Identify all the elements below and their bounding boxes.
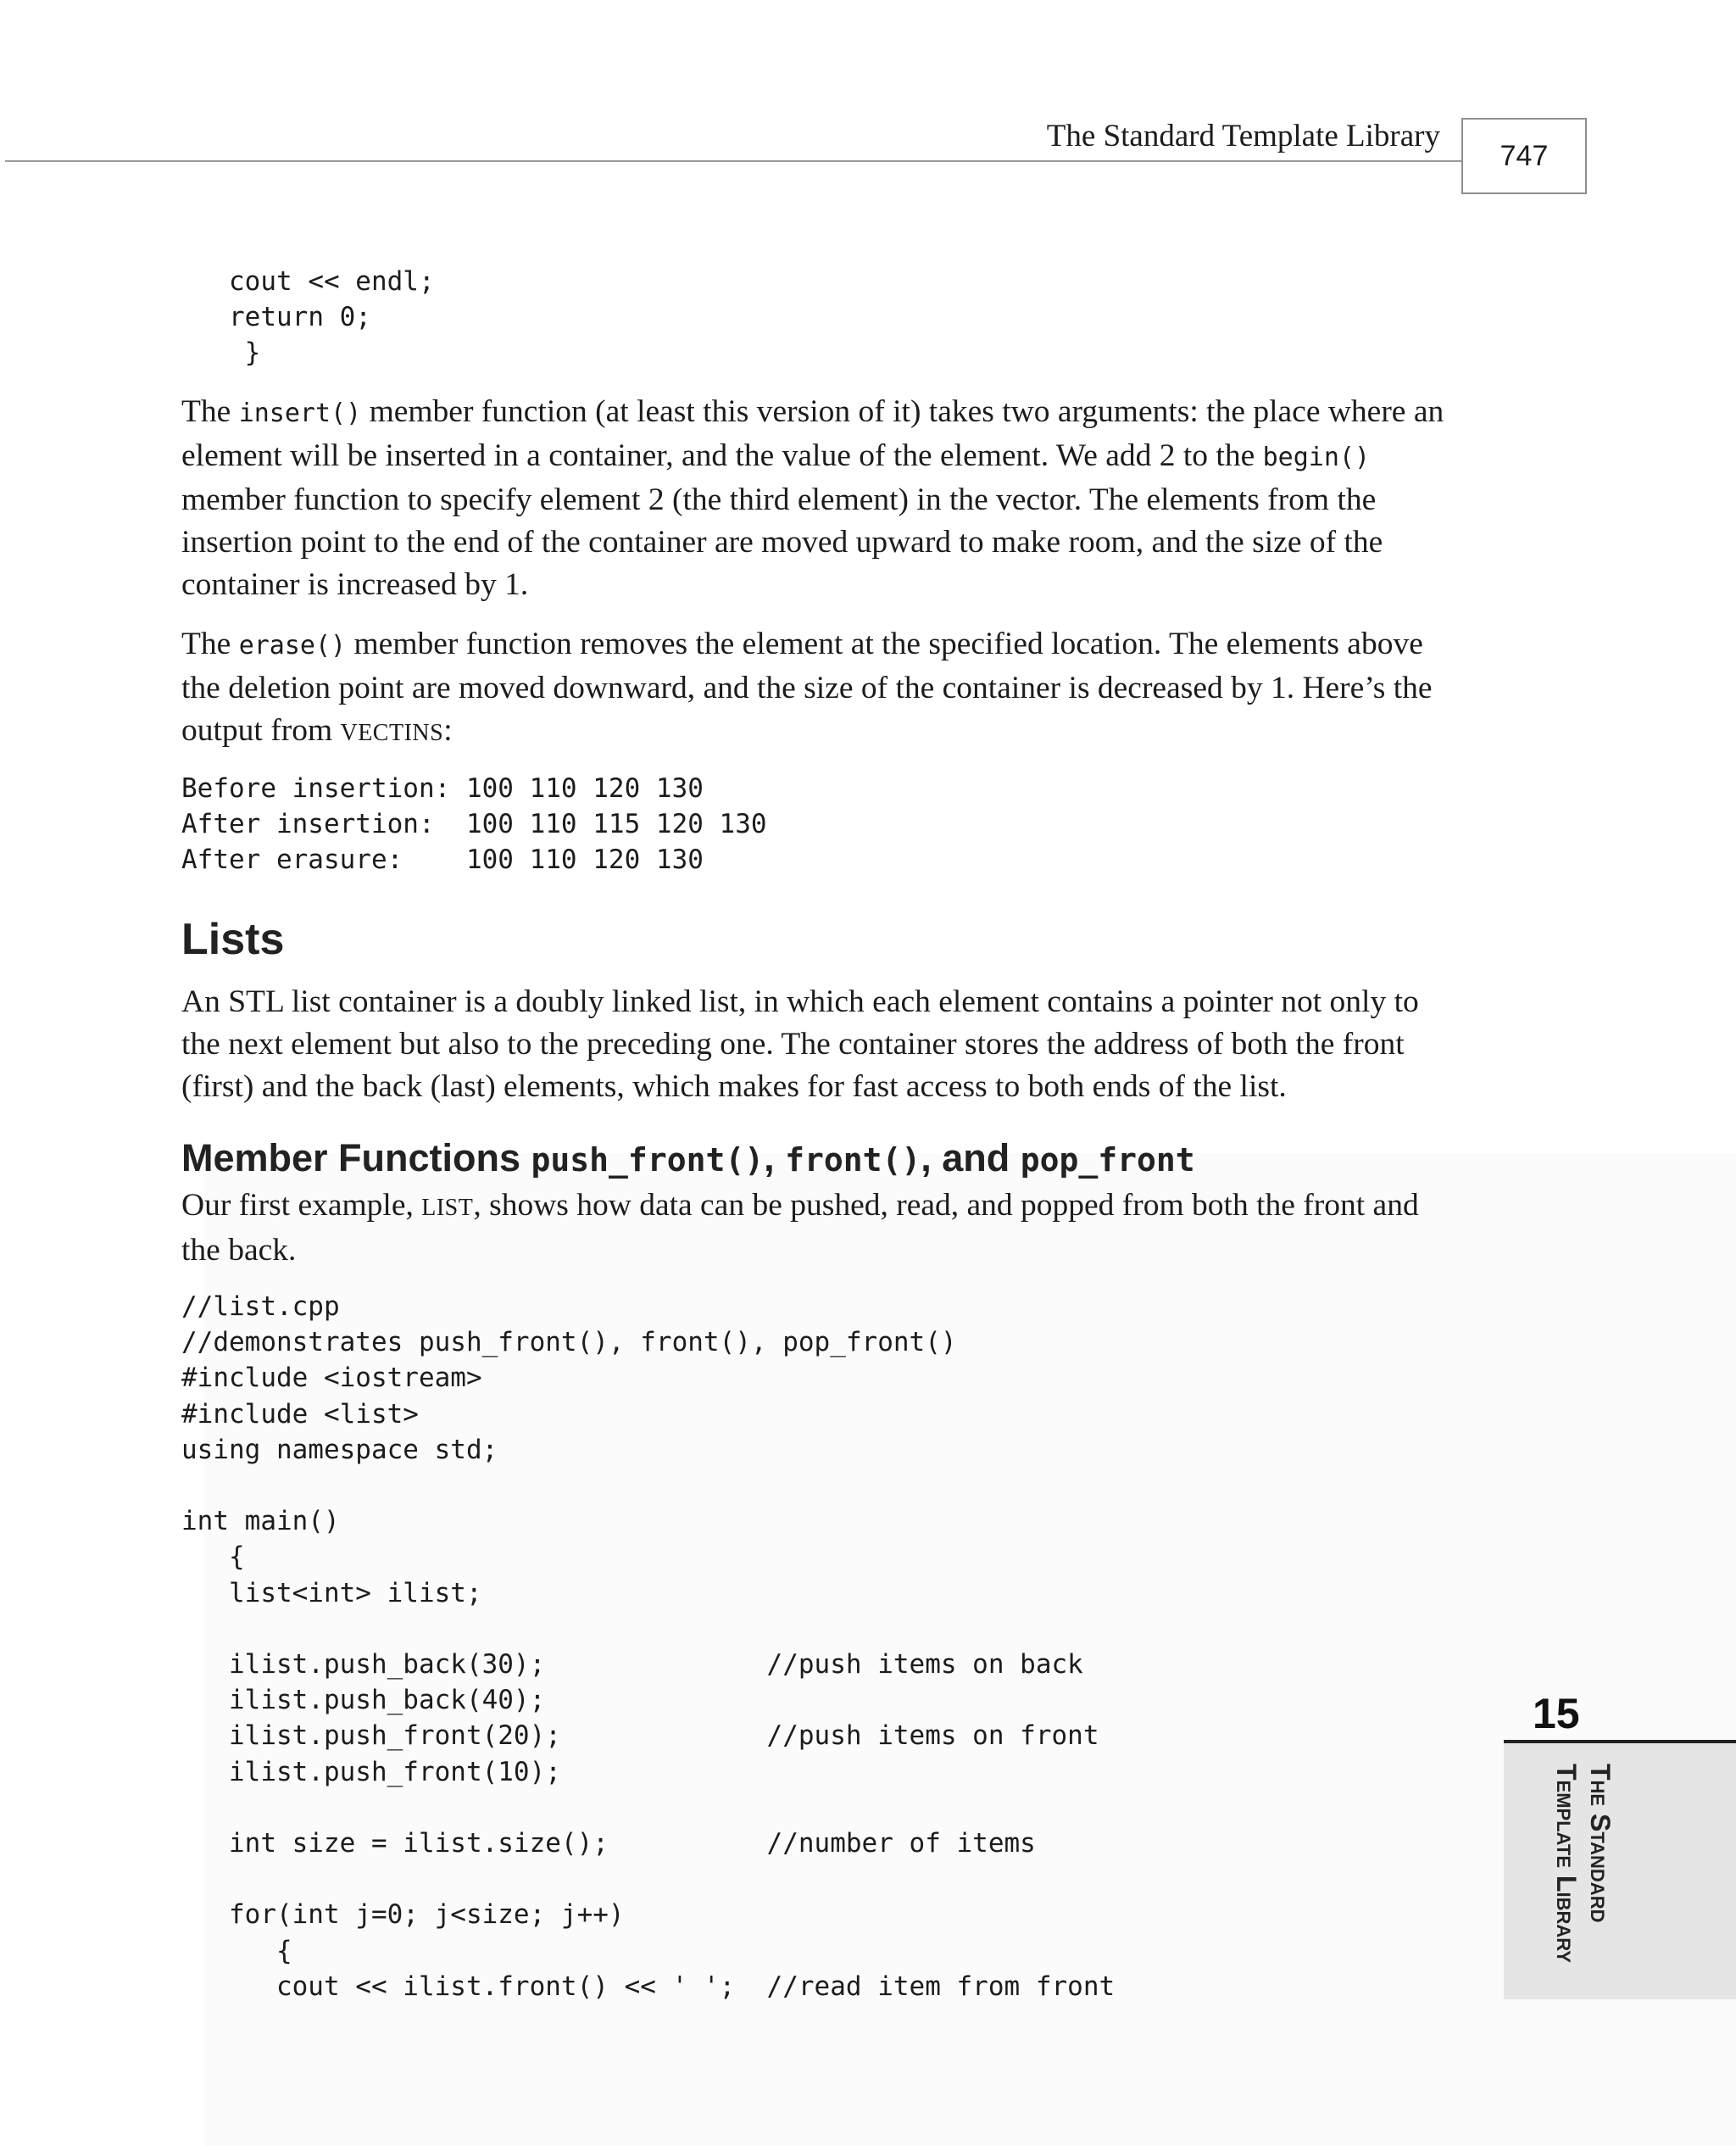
subsection-heading	[181, 1134, 1195, 1184]
chapter-tab	[1504, 1742, 1736, 1999]
output-block: Before insertion: 100 110 120 130 After insertion: 100 110 115 120 130 After erasure: 100 110 120 130	[181, 773, 767, 876]
text: The	[181, 627, 239, 661]
chapter-title-line1: The Standard	[1585, 1764, 1616, 1923]
text: member function removes the element at the specified location. The elements above the deletion point are moved downward, and the size of the container is decreased by 1. Here’s the output from	[181, 627, 1433, 748]
text: Member Functions	[181, 1136, 531, 1179]
inline-code: front()	[785, 1141, 921, 1179]
chapter-tab-rule	[1504, 1740, 1736, 1743]
paragraph-insert	[181, 391, 1453, 606]
chapter-title-line2: Template Library	[1551, 1764, 1582, 1963]
inline-code: erase()	[238, 631, 347, 661]
running-head: The Standard Template Library	[1046, 119, 1440, 153]
inline-code: pop_front	[1020, 1141, 1195, 1179]
header-rule	[5, 160, 1463, 162]
text: , shows how data can be pushed, read, and popped from both the front and the back.	[181, 1188, 1419, 1268]
paragraph-erase	[181, 623, 1453, 755]
paragraph-list-example	[181, 1184, 1453, 1272]
inline-code: push_front()	[531, 1141, 765, 1179]
code-block-list: //list.cpp //demonstrates push_front(), front(), pop_front() #include <iostream> #include <list> using namespace std; int main() { list<int> ilist; ilist.push_back(30); //push items on back ilist.push_back(40); ilist.push_front(20); //push items on front ilist.push_front(10); int size = ilist.size(); //number of items for(int j=0; j<size; j++) { cout << ilist.front() << ' '; //read item from front	[181, 1291, 1116, 2002]
program-name: VECTINS	[340, 720, 444, 746]
text: Our first example,	[181, 1188, 422, 1223]
text: member function to specify element 2 (the third element) in the vector. The elements from the insertion point to the end of the container are moved upward to make room, and the size of the container is increased by 1.	[181, 482, 1383, 602]
text: ,	[764, 1136, 786, 1179]
inline-code: insert()	[238, 399, 362, 428]
paragraph-lists: An STL list container is a doubly linked list, in which each element contains a pointer not only to the next element but also to the preceding one. The container stores the address of both the front (first) and the back (last) elements, which makes for fast access to both ends of the list.	[181, 984, 1419, 1104]
text: member function (at least this version of it) takes two arguments: the place where an element will be inserted in a container, and the value of the element. We add 2 to the	[181, 394, 1444, 473]
text: :	[443, 713, 453, 748]
text: The	[181, 394, 239, 429]
text: , and	[921, 1136, 1021, 1179]
program-name: LIST	[421, 1195, 474, 1221]
section-heading: Lists	[181, 915, 285, 964]
page-number: 747	[1461, 118, 1587, 194]
chapter-number: 15	[1533, 1690, 1580, 1737]
chapter-title	[1550, 1764, 1617, 1963]
code-block-top: cout << endl; return 0; }	[229, 266, 435, 369]
inline-code: begin()	[1262, 443, 1371, 472]
